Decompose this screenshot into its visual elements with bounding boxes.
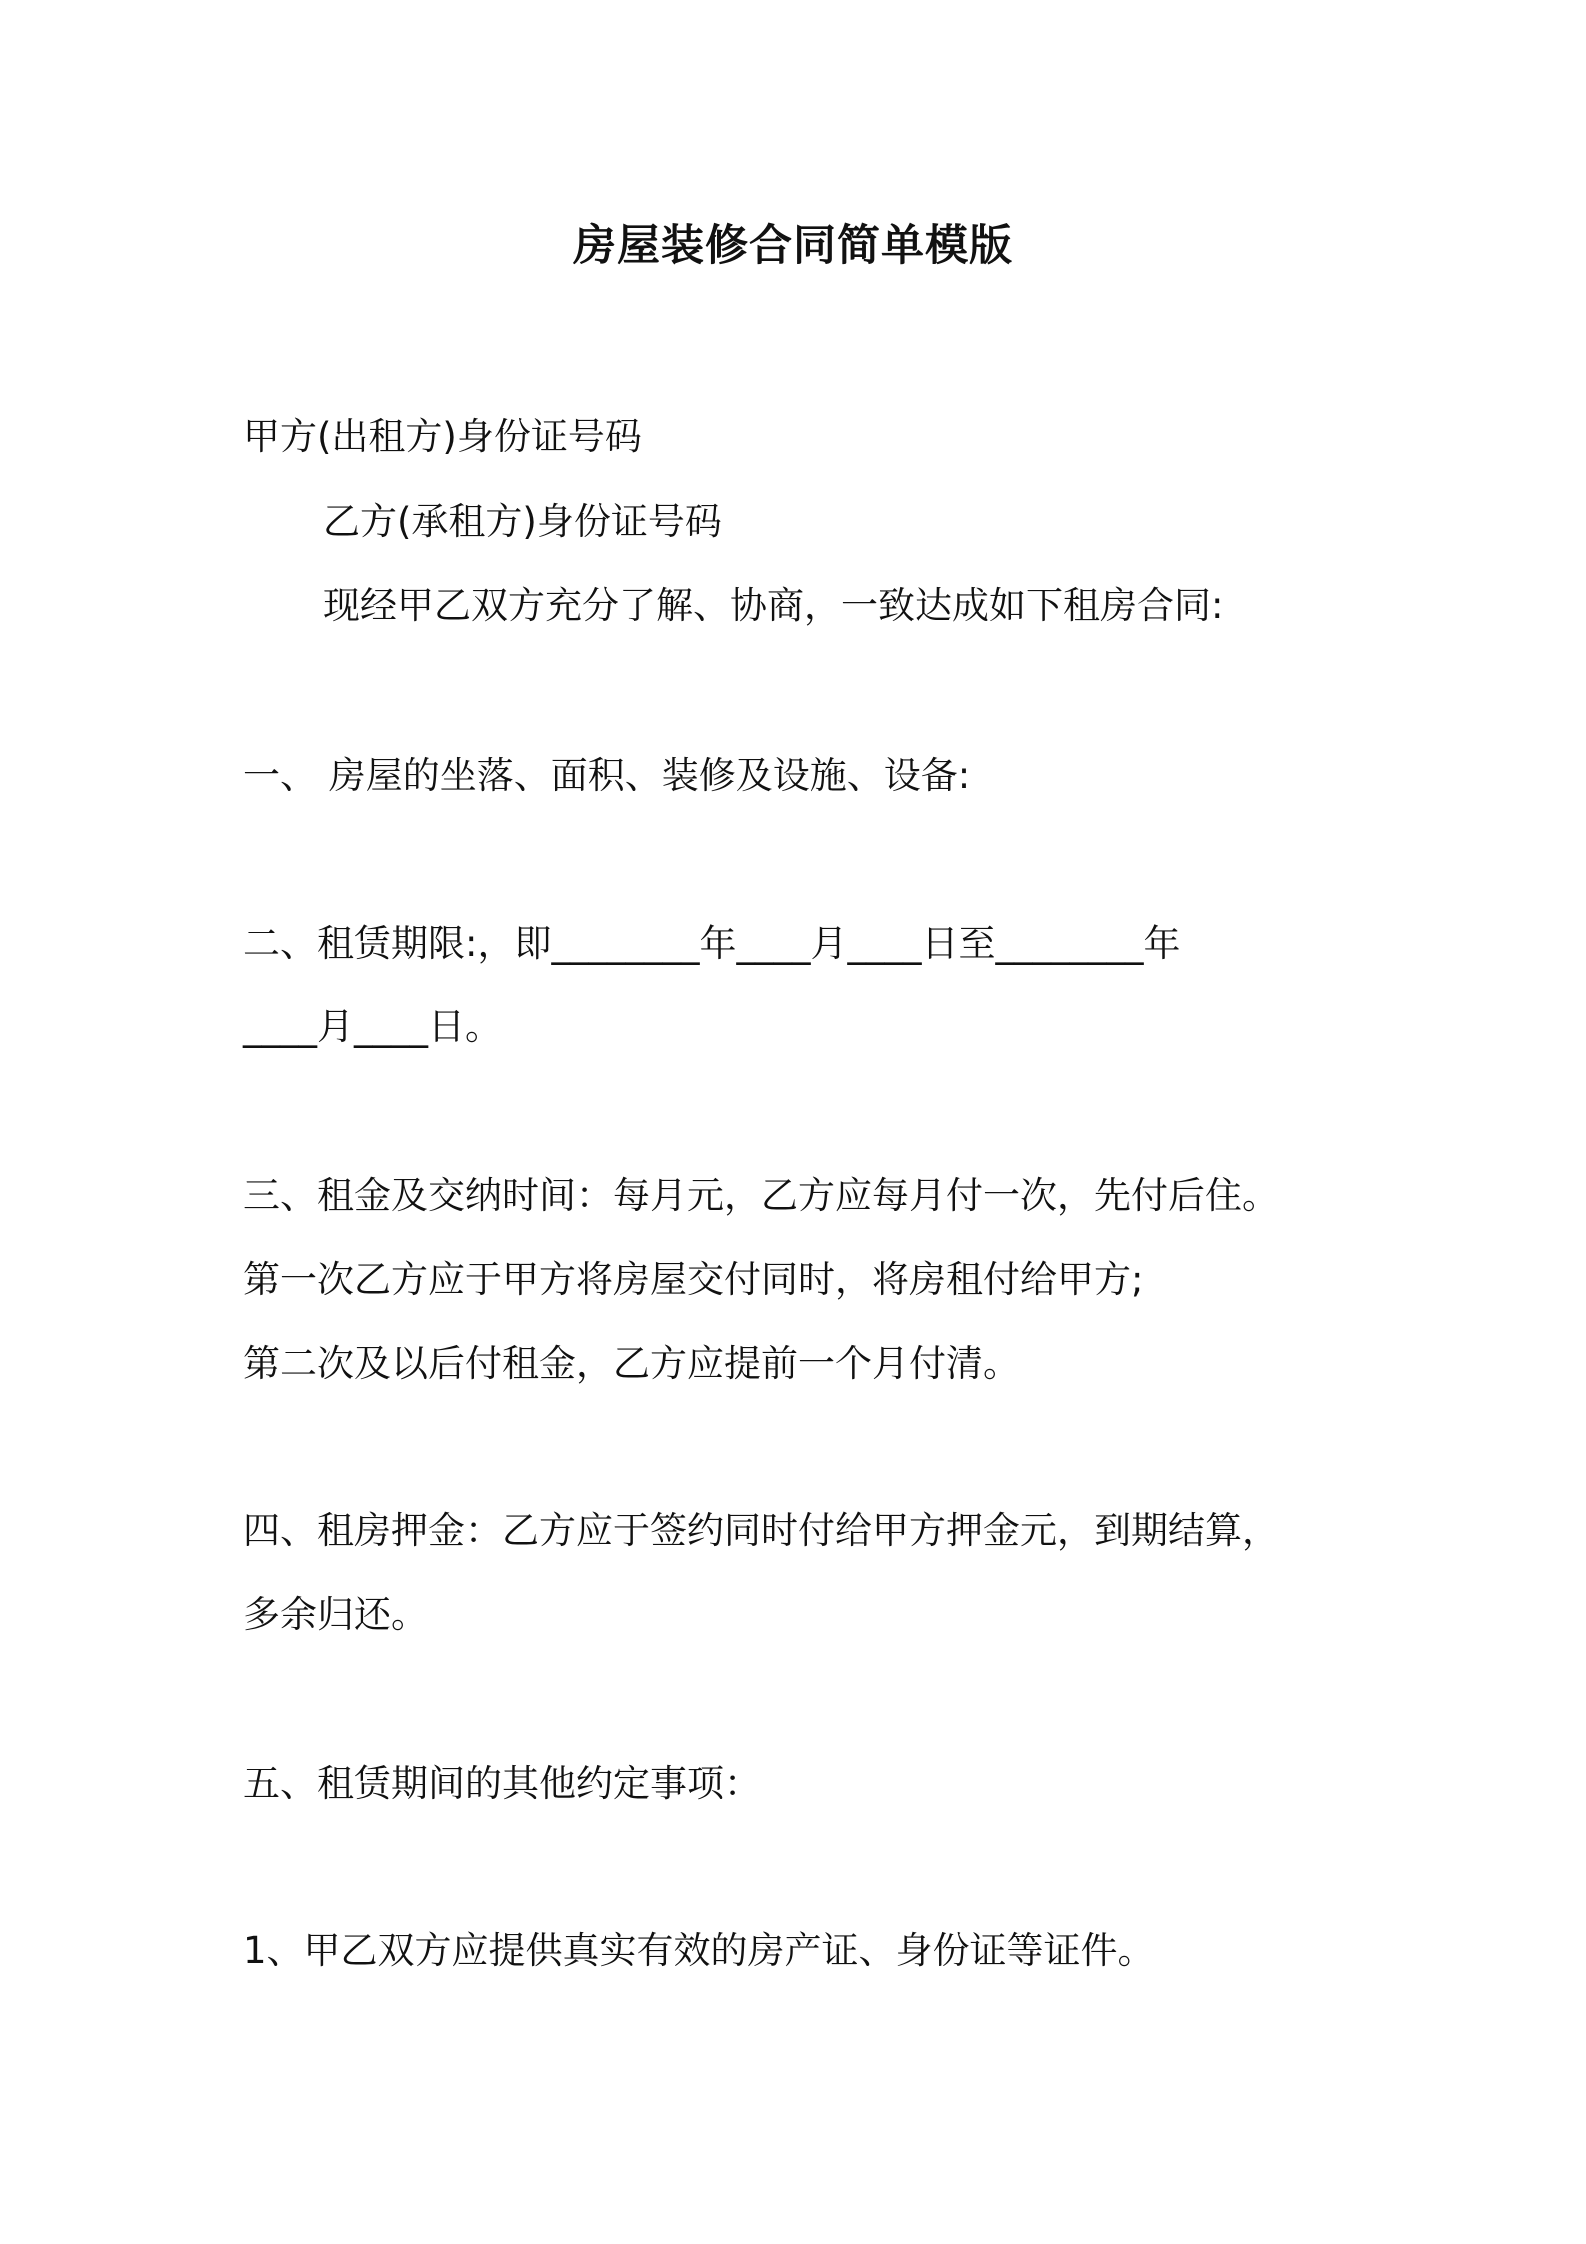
section-5-heading: 五、租赁期间的其他约定事项： xyxy=(243,1762,761,1805)
document-title: 房屋装修合同简单模版 xyxy=(573,221,1013,271)
section-4-line-1: 四、租房押金：乙方应于签约同时付给甲方押金元，到期结算， xyxy=(243,1509,1279,1552)
agreement-intro: 现经甲乙双方充分了解、协商，一致达成如下租房合同: xyxy=(323,584,1224,627)
section-2-line-1: 二、租赁期限:，即________年____月____日至________年 xyxy=(243,922,1181,965)
section-1-heading: 一、 房屋的坐落、面积、装修及设施、设备: xyxy=(243,754,971,797)
section-4-line-2: 多余归还。 xyxy=(243,1593,428,1636)
clause-1: 1、甲乙双方应提供真实有效的房产证、身份证等证件。 xyxy=(243,1929,1155,1972)
section-3-line-2: 第一次乙方应于甲方将房屋交付同时，将房租付给甲方; xyxy=(243,1258,1144,1301)
section-3-line-1: 三、租金及交纳时间：每月元，乙方应每月付一次，先付后住。 xyxy=(243,1174,1279,1217)
party-b-id-line: 乙方(承租方)身份证号码 xyxy=(323,500,722,543)
section-3-line-3: 第二次及以后付租金，乙方应提前一个月付清。 xyxy=(243,1342,1020,1385)
section-2-line-2: ____月____日。 xyxy=(243,1005,502,1048)
party-a-id-line: 甲方(出租方)身份证号码 xyxy=(243,415,642,458)
